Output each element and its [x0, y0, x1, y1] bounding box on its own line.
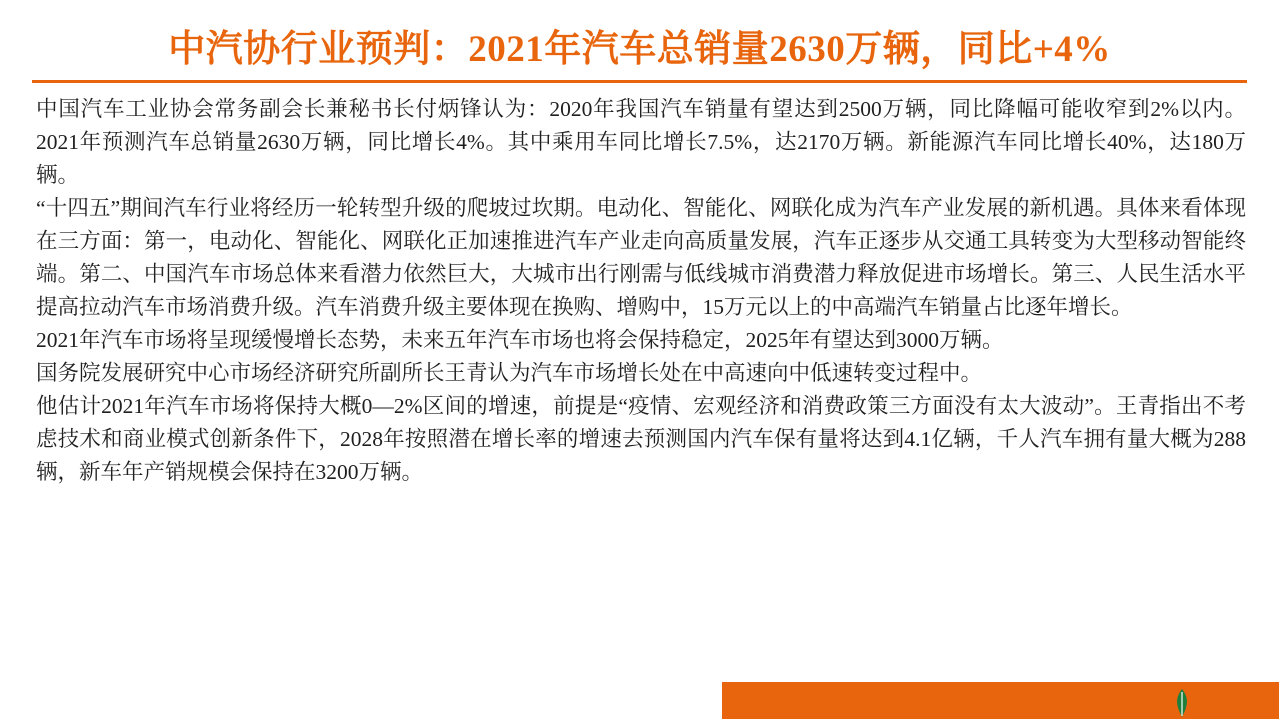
- paragraph-2: “十四五”期间汽车行业将经历一轮转型升级的爬坡过坎期。电动化、智能化、网联化成为汽车产业发展的新机遇。具体来看体现在三方面：第一，电动化、智能化、网联化正加速推进汽车产业走向高质量发展，汽车正逐步从交通工具转变为大型移动智能终端。第二、中国汽车市场总体来看潜力依然巨大，大城市出行刚需与低线城市消费潜力释放促进市场增长。第三、人民生活水平提高拉动汽车市场消费升级。汽车消费升级主要体现在换购、增购中，15万元以上的中高端汽车销量占比逐年增长。: [36, 196, 1246, 319]
- paragraph-5: 他估计2021年汽车市场将保持大概0—2%区间的增速，前提是“疫情、宏观经济和消费政策三方面没有太大波动”。王青指出不考虑技术和商业模式创新条件下，2028年按照潜在增长率的增速去预测国内汽车保有量将达到4.1亿辆，千人汽车拥有量大概为288辆，新车年产销规模会保持在3200万辆。: [36, 394, 1246, 484]
- title-divider: [32, 80, 1247, 83]
- paragraph-1: 中国汽车工业协会常务副会长兼秘书长付炳锋认为：2020年我国汽车销量有望达到2500万辆，同比降幅可能收窄到2%以内。2021年预测汽车总销量2630万辆，同比增长4%。其中乘用车同比增长7.5%，达2170万辆。新能源汽车同比增长40%，达180万辆。: [36, 97, 1246, 187]
- paragraph-3: 2021年汽车市场将呈现缓慢增长态势，未来五年汽车市场也将会保持稳定，2025年有望达到3000万辆。: [36, 328, 1004, 352]
- paragraph-4: 国务院发展研究中心市场经济研究所副所长王青认为汽车市场增长处在中高速向中低速转变过程中。: [36, 361, 983, 385]
- page-title: 中汽协行业预判：2021年汽车总销量2630万辆，同比+4%: [168, 29, 1111, 70]
- leaf-logo-icon: [1164, 686, 1200, 719]
- slide-body: [36, 93, 1246, 489]
